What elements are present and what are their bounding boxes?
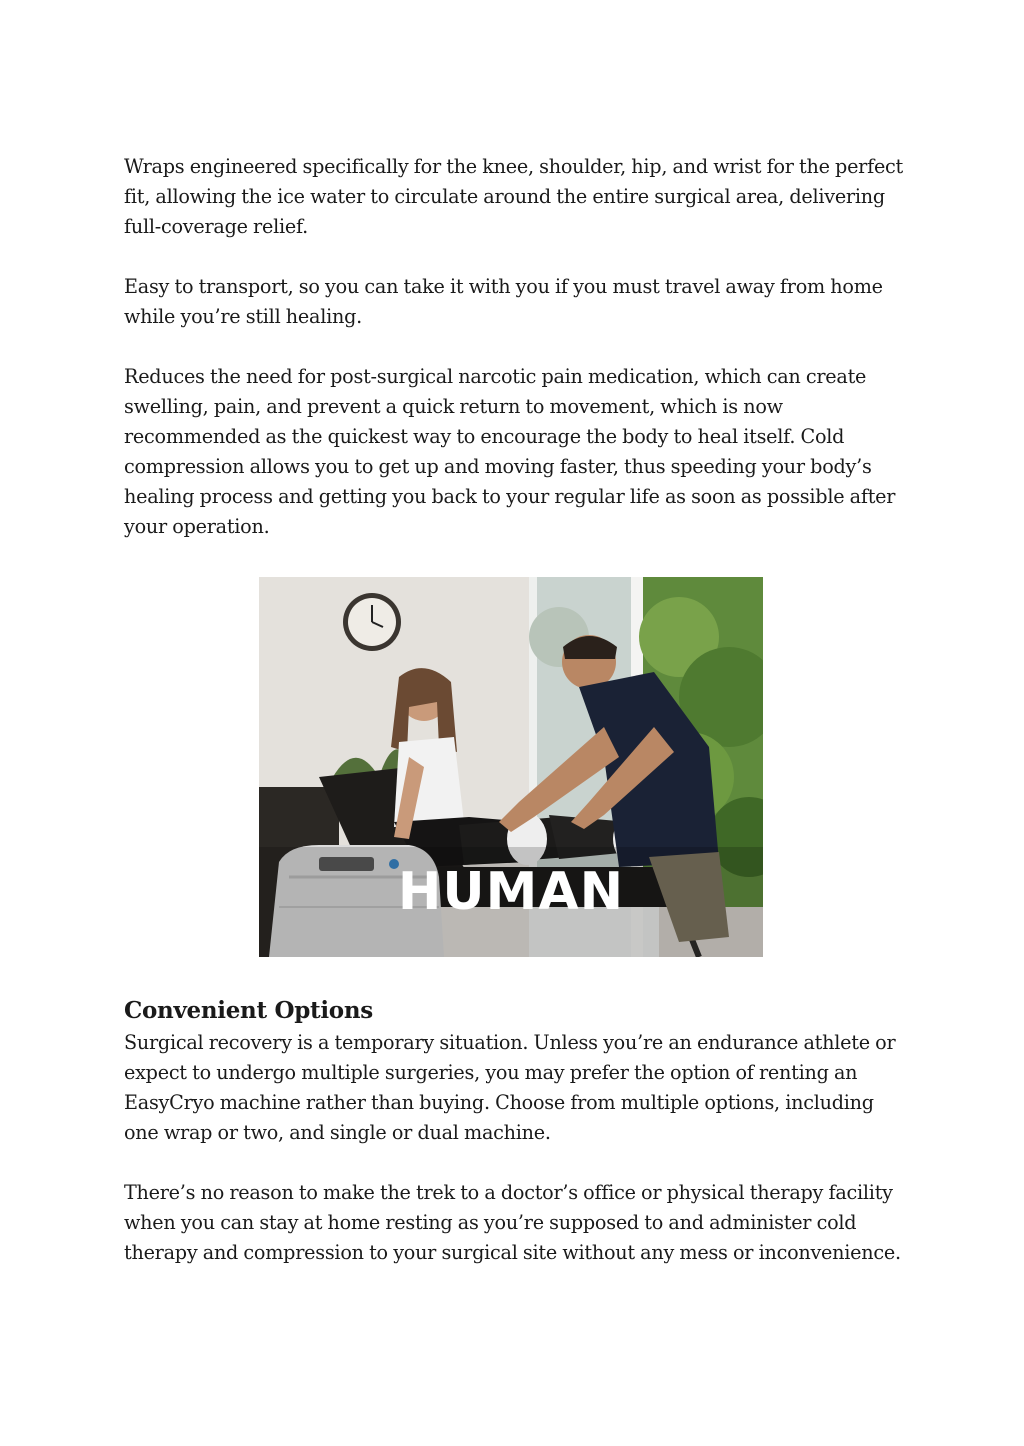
paragraph-transport: Easy to transport, so you can take it with you if you must travel away from home while you’re still healing. [124, 275, 883, 328]
paragraph-home-therapy: There’s no reason to make the trek to a doctor’s office or physical therapy facility when you can stay at home resting as you’re supposed to and administer cold therapy and compression to your surgical site without any mess or inconvenience. [124, 1181, 901, 1264]
therapy-photo [259, 577, 763, 957]
section-1 [124, 152, 904, 542]
photo-overlay-text: HUMAN [397, 862, 625, 922]
paragraph-rental: Surgical recovery is a temporary situation. Unless you’re an endurance athlete or expect to undergo multiple surgeries, you may prefer the option of renting an EasyCryo machine rather than buying. Choose from multiple options, including one wrap or two, and single or dual machine. [124, 1031, 896, 1144]
paragraph-wraps: Wraps engineered specifically for the knee, shoulder, hip, and wrist for the perfect fit, allowing the ice water to circulate around the entire surgical area, delivering full-coverage relief. [124, 155, 904, 238]
heading-convenient-options: Convenient Options [124, 997, 373, 1024]
paragraph-medication: Reduces the need for post-surgical narcotic pain medication, which can create swelling, pain, and prevent a quick return to movement, which is now recommended as the quickest way to encourage the body to heal itself. Cold compression allows you to get up and moving faster, thus speeding your body’s healing process and getting you back to your regular life as soon as possible after your operation. [124, 365, 896, 538]
section-2 [124, 1028, 904, 1268]
